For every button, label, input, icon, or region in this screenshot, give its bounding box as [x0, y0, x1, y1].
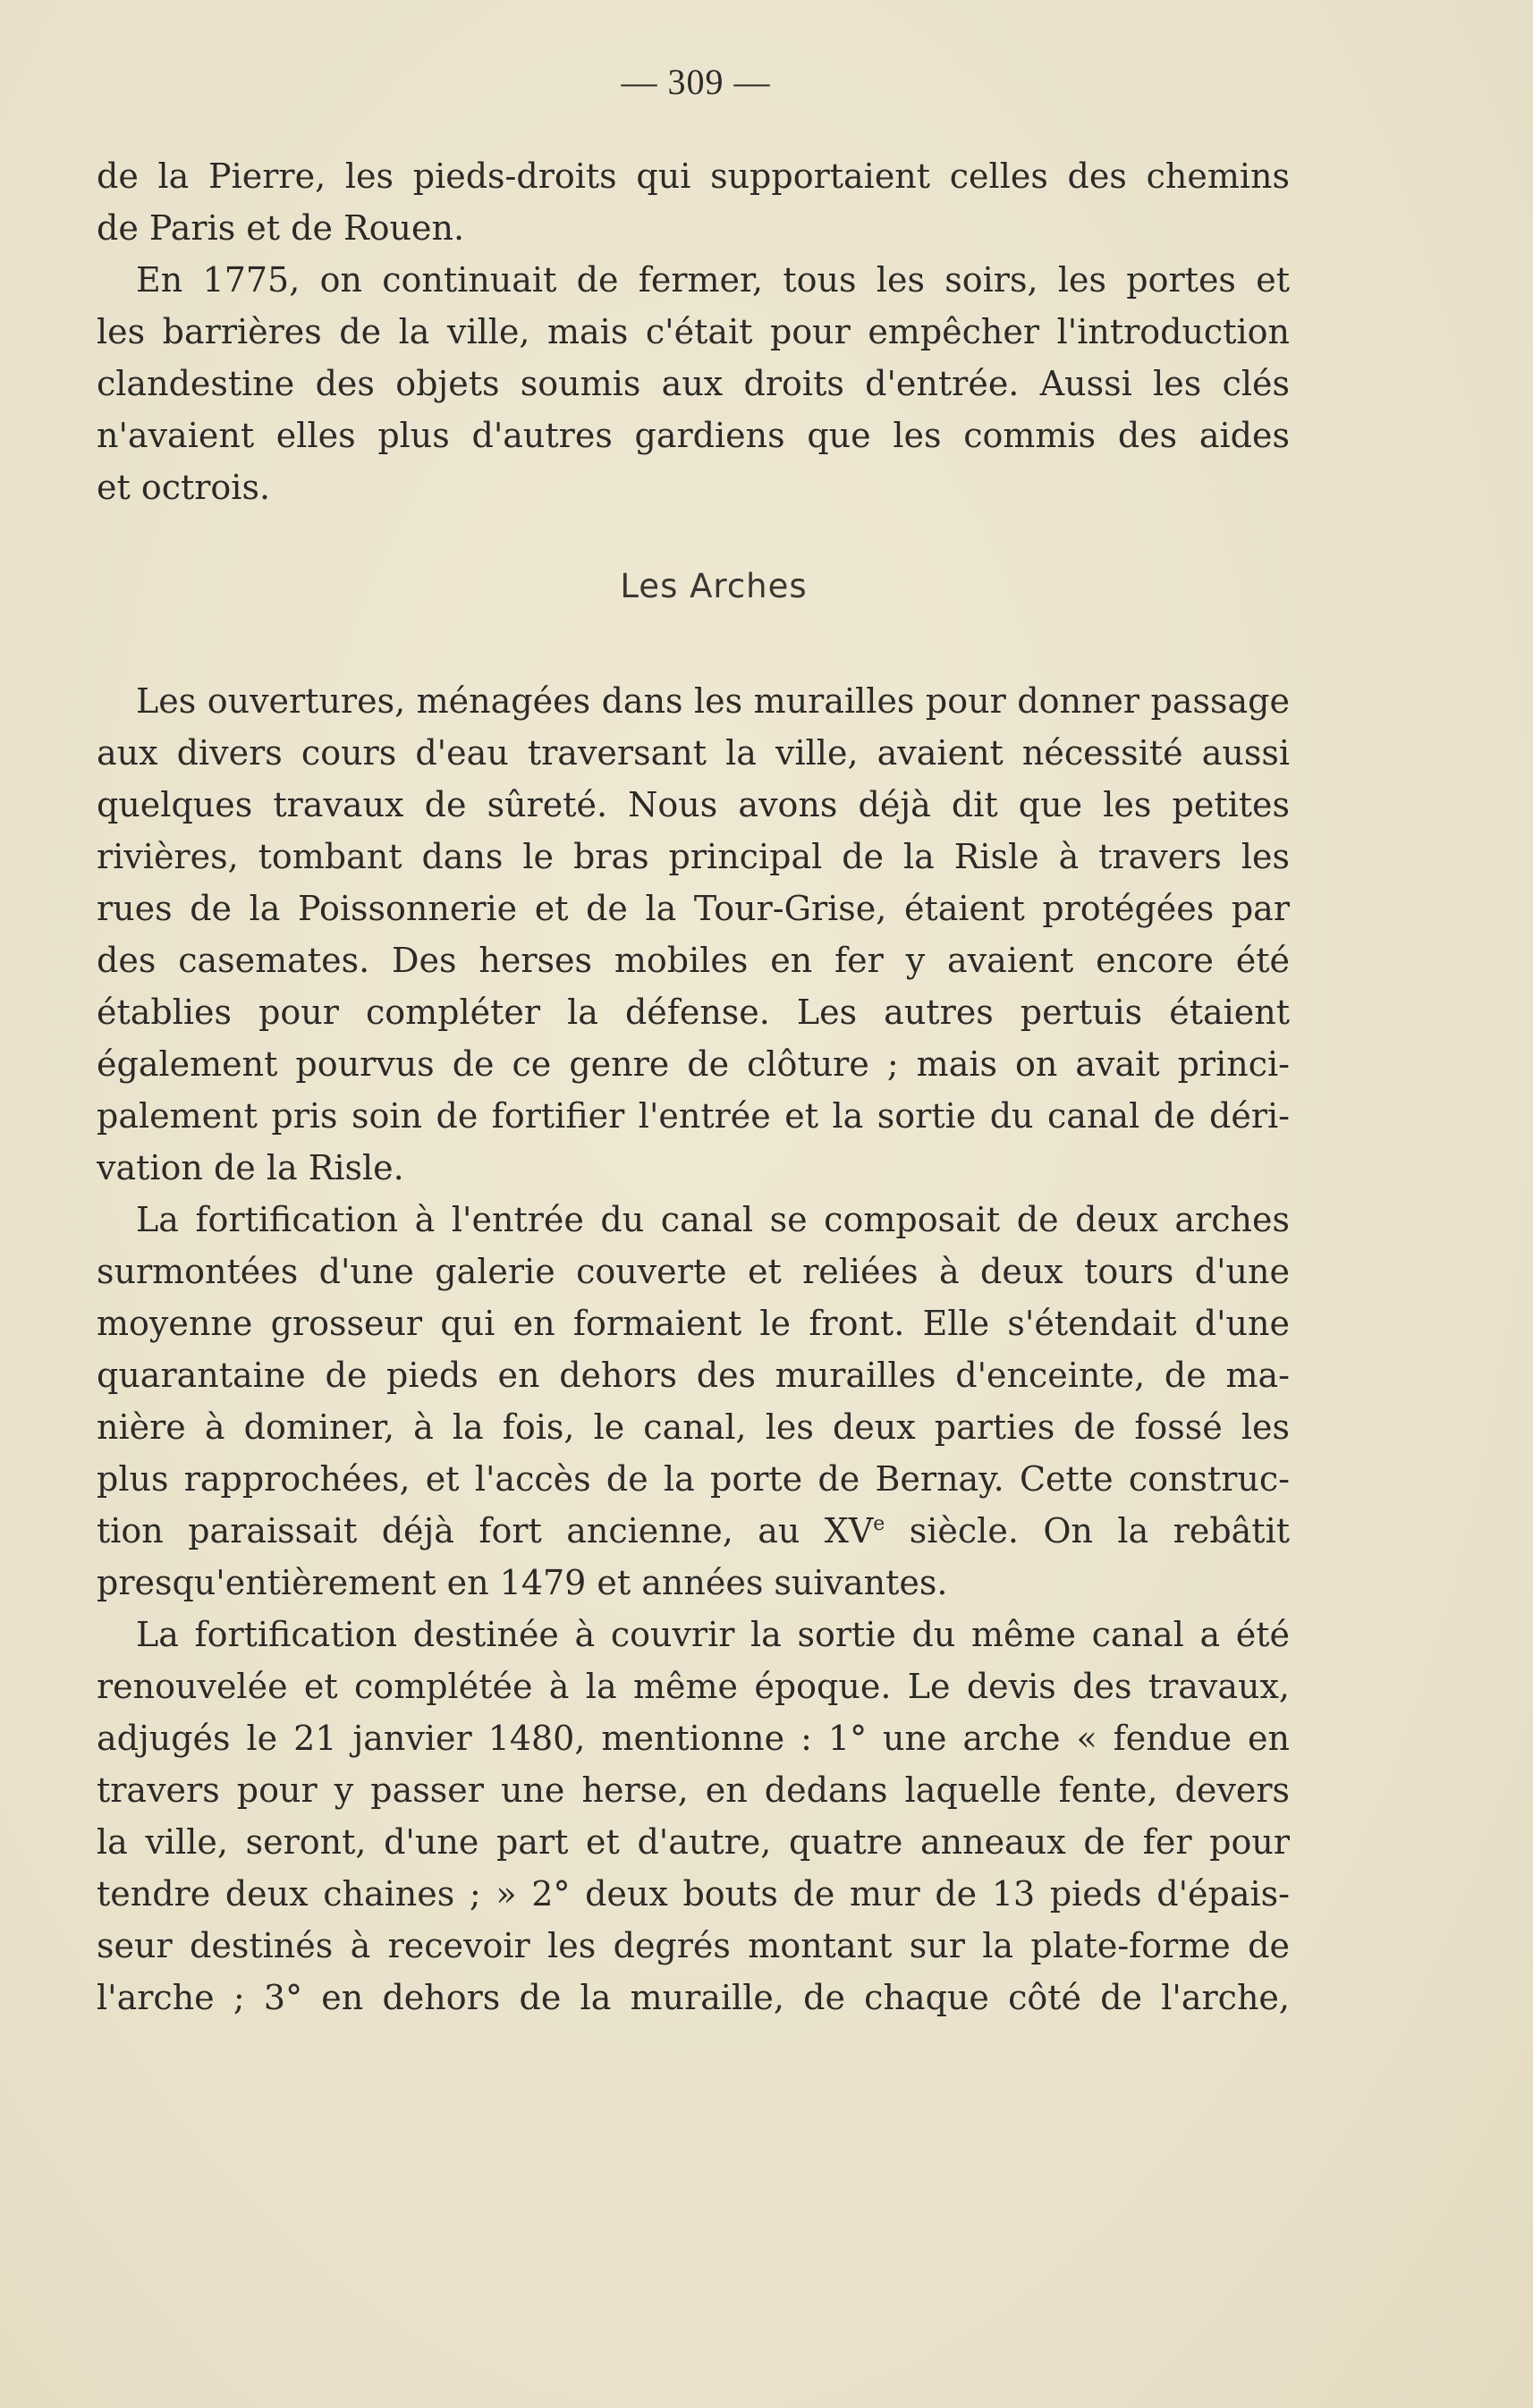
page-number: — 309 — — [621, 62, 771, 102]
text-line: renouvelée et complétée à la même époque. Le devis des travaux, — [97, 1667, 1290, 1706]
paragraph-block-2 — [97, 675, 1290, 2024]
text-segment: tion paraissait déjà fort ancienne, au XV — [97, 1511, 874, 1550]
text-line: La fortification à l'entrée du canal se composait de deux arches — [136, 1200, 1290, 1239]
paragraph-block-1 — [97, 150, 1290, 513]
text-line: et octrois. — [97, 468, 271, 507]
text-line: l'arche ; 3° en dehors de la muraille, de chaque côté de l'arche, — [97, 1978, 1290, 2017]
text-line: tendre deux chaines ; » 2° deux bouts de mur de 13 pieds d'épais- — [97, 1874, 1290, 1914]
text-line: quelques travaux de sûreté. Nous avons déjà dit que les petites — [97, 785, 1290, 824]
text-line: travers pour y passer une herse, en dedans laquelle fente, devers — [97, 1770, 1290, 1810]
text-line — [97, 1505, 1290, 1557]
text-line: adjugés le 21 janvier 1480, mentionne : 1° une arche « fendue en — [97, 1719, 1290, 1758]
text-line: rivières, tombant dans le bras principal de la Risle à travers les — [97, 837, 1290, 876]
text-line: de la Pierre, les pieds-droits qui supportaient celles des chemins — [97, 156, 1290, 196]
text-line: établies pour compléter la défense. Les autres pertuis étaient — [97, 993, 1290, 1032]
text-line: presqu'entièrement en 1479 et années suivantes. — [97, 1563, 948, 1602]
text-line: rues de la Poissonnerie et de la Tour-Grise, étaient protégées par — [97, 889, 1290, 928]
text-line: moyenne grosseur qui en formaient le front. Elle s'étendait d'une — [97, 1304, 1290, 1343]
text-line: clandestine des objets soumis aux droits d'entrée. Aussi les clés — [97, 364, 1290, 403]
text-line: seur destinés à recevoir les degrés montant sur la plate-forme de — [97, 1926, 1290, 1965]
text-line: En 1775, on continuait de fermer, tous les soirs, les portes et — [136, 260, 1290, 300]
text-segment: siècle. On la rebâtit — [885, 1511, 1290, 1550]
text-line: palement pris soin de fortifier l'entrée et la sortie du canal de déri- — [97, 1096, 1290, 1136]
text-line: n'avaient elles plus d'autres gardiens que les commis des aides — [97, 416, 1290, 455]
text-line: la ville, seront, d'une part et d'autre, quatre anneaux de fer pour — [97, 1822, 1290, 1862]
section-heading: Les Arches — [620, 567, 808, 605]
text-line: également pourvus de ce genre de clôture ; mais on avait princi- — [97, 1044, 1290, 1084]
text-line: Les ouvertures, ménagées dans les murailles pour donner passage — [136, 681, 1290, 721]
text-line: de Paris et de Rouen. — [97, 208, 465, 248]
text-line: nière à dominer, à la fois, le canal, les deux parties de fossé les — [97, 1407, 1290, 1447]
text-line: La fortification destinée à couvrir la sortie du même canal a été — [136, 1615, 1290, 1654]
superscript: e — [873, 1513, 885, 1535]
text-line: les barrières de la ville, mais c'était pour empêcher l'introduction — [97, 312, 1290, 351]
text-line: plus rapprochées, et l'accès de la porte de Bernay. Cette construc- — [97, 1459, 1290, 1499]
text-line: vation de la Risle. — [97, 1148, 404, 1187]
text-line: aux divers cours d'eau traversant la ville, avaient nécessité aussi — [97, 733, 1290, 773]
text-line: surmontées d'une galerie couverte et reliées à deux tours d'une — [97, 1252, 1290, 1291]
text-line: quarantaine de pieds en dehors des murailles d'enceinte, de ma- — [97, 1356, 1290, 1395]
text-line: des casemates. Des herses mobiles en fer y avaient encore été — [97, 941, 1290, 980]
